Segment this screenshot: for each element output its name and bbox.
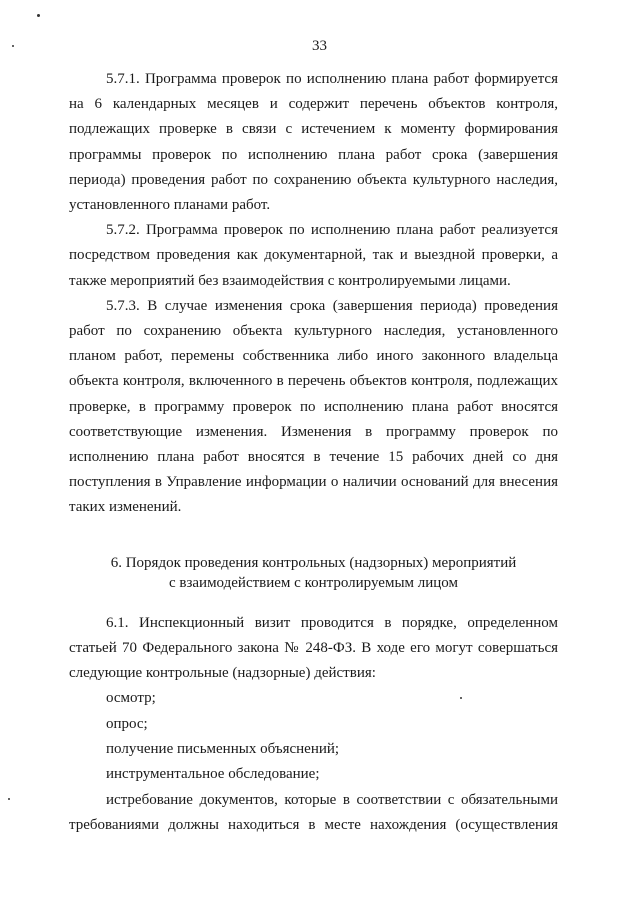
scan-speck bbox=[37, 14, 40, 17]
paragraph-5-7-2: 5.7.2. Программа проверок по исполнению плана работ реализуется посредством проведения как документарной, так и выездной проверки, а также мероприятий без взаимодействия с контролируемыми лицами. bbox=[69, 222, 558, 289]
paragraph-6-1: 6.1. Инспекционный визит проводится в порядке, определенном статьей 70 Федерального закона № 248-ФЗ. В ходе его могут совершаться следующие контрольные (надзорные) действия: bbox=[69, 614, 558, 682]
page-number: 33 bbox=[312, 38, 327, 54]
paragraph-5-7-3: 5.7.3. В случае изменения срока (завершения периода) проведения работ по сохранению объекта культурного наследия, установленного планом работ, перемены собственника либо иного законного владельца объекта контроля, включенного в перечень объектов контроля, подлежащих проверке, в программу проверок по исполнению плана работ вносятся соответствующие изменения. Изменения в программу проверок по исполнению плана работ вносятся в течение 15 рабочих дней со дня поступления в Управление информации о наличии оснований для внесения таких изменений. bbox=[69, 297, 558, 516]
section-heading-line-2: с взаимодействием с контролируемым лицом bbox=[168, 575, 459, 592]
section-heading-line-1: 6. Порядок проведения контрольных (надзорных) мероприятий bbox=[110, 554, 517, 571]
section-6-heading bbox=[69, 553, 558, 594]
scan-speck bbox=[8, 798, 10, 800]
paragraph-5-7-1: 5.7.1. Программа проверок по исполнению плана работ формируется на 6 календарных месяцев и содержит перечень объектов контроля, подлежащих проверке в связи с истечением к моменту формирования программы проверок по исполнению плана работ срока (завершения периода) проведения работ по сохранению объекта культурного наследия, установленного планами работ. bbox=[69, 71, 558, 214]
spacer bbox=[69, 521, 558, 553]
list-item-survey: опрос; bbox=[106, 715, 148, 732]
list-item-instrumental-examination: инструментальное обследование; bbox=[106, 766, 320, 783]
list-item-written-explanations: получение письменных объяснений; bbox=[106, 741, 340, 758]
spacer bbox=[69, 594, 558, 611]
document-body bbox=[69, 67, 558, 838]
list-item-document-request: истребование документов, которые в соответствии с обязательными требованиями должны находиться в месте нахождения (осуществления bbox=[69, 791, 558, 834]
list-item-inspection: осмотр; bbox=[106, 690, 156, 707]
